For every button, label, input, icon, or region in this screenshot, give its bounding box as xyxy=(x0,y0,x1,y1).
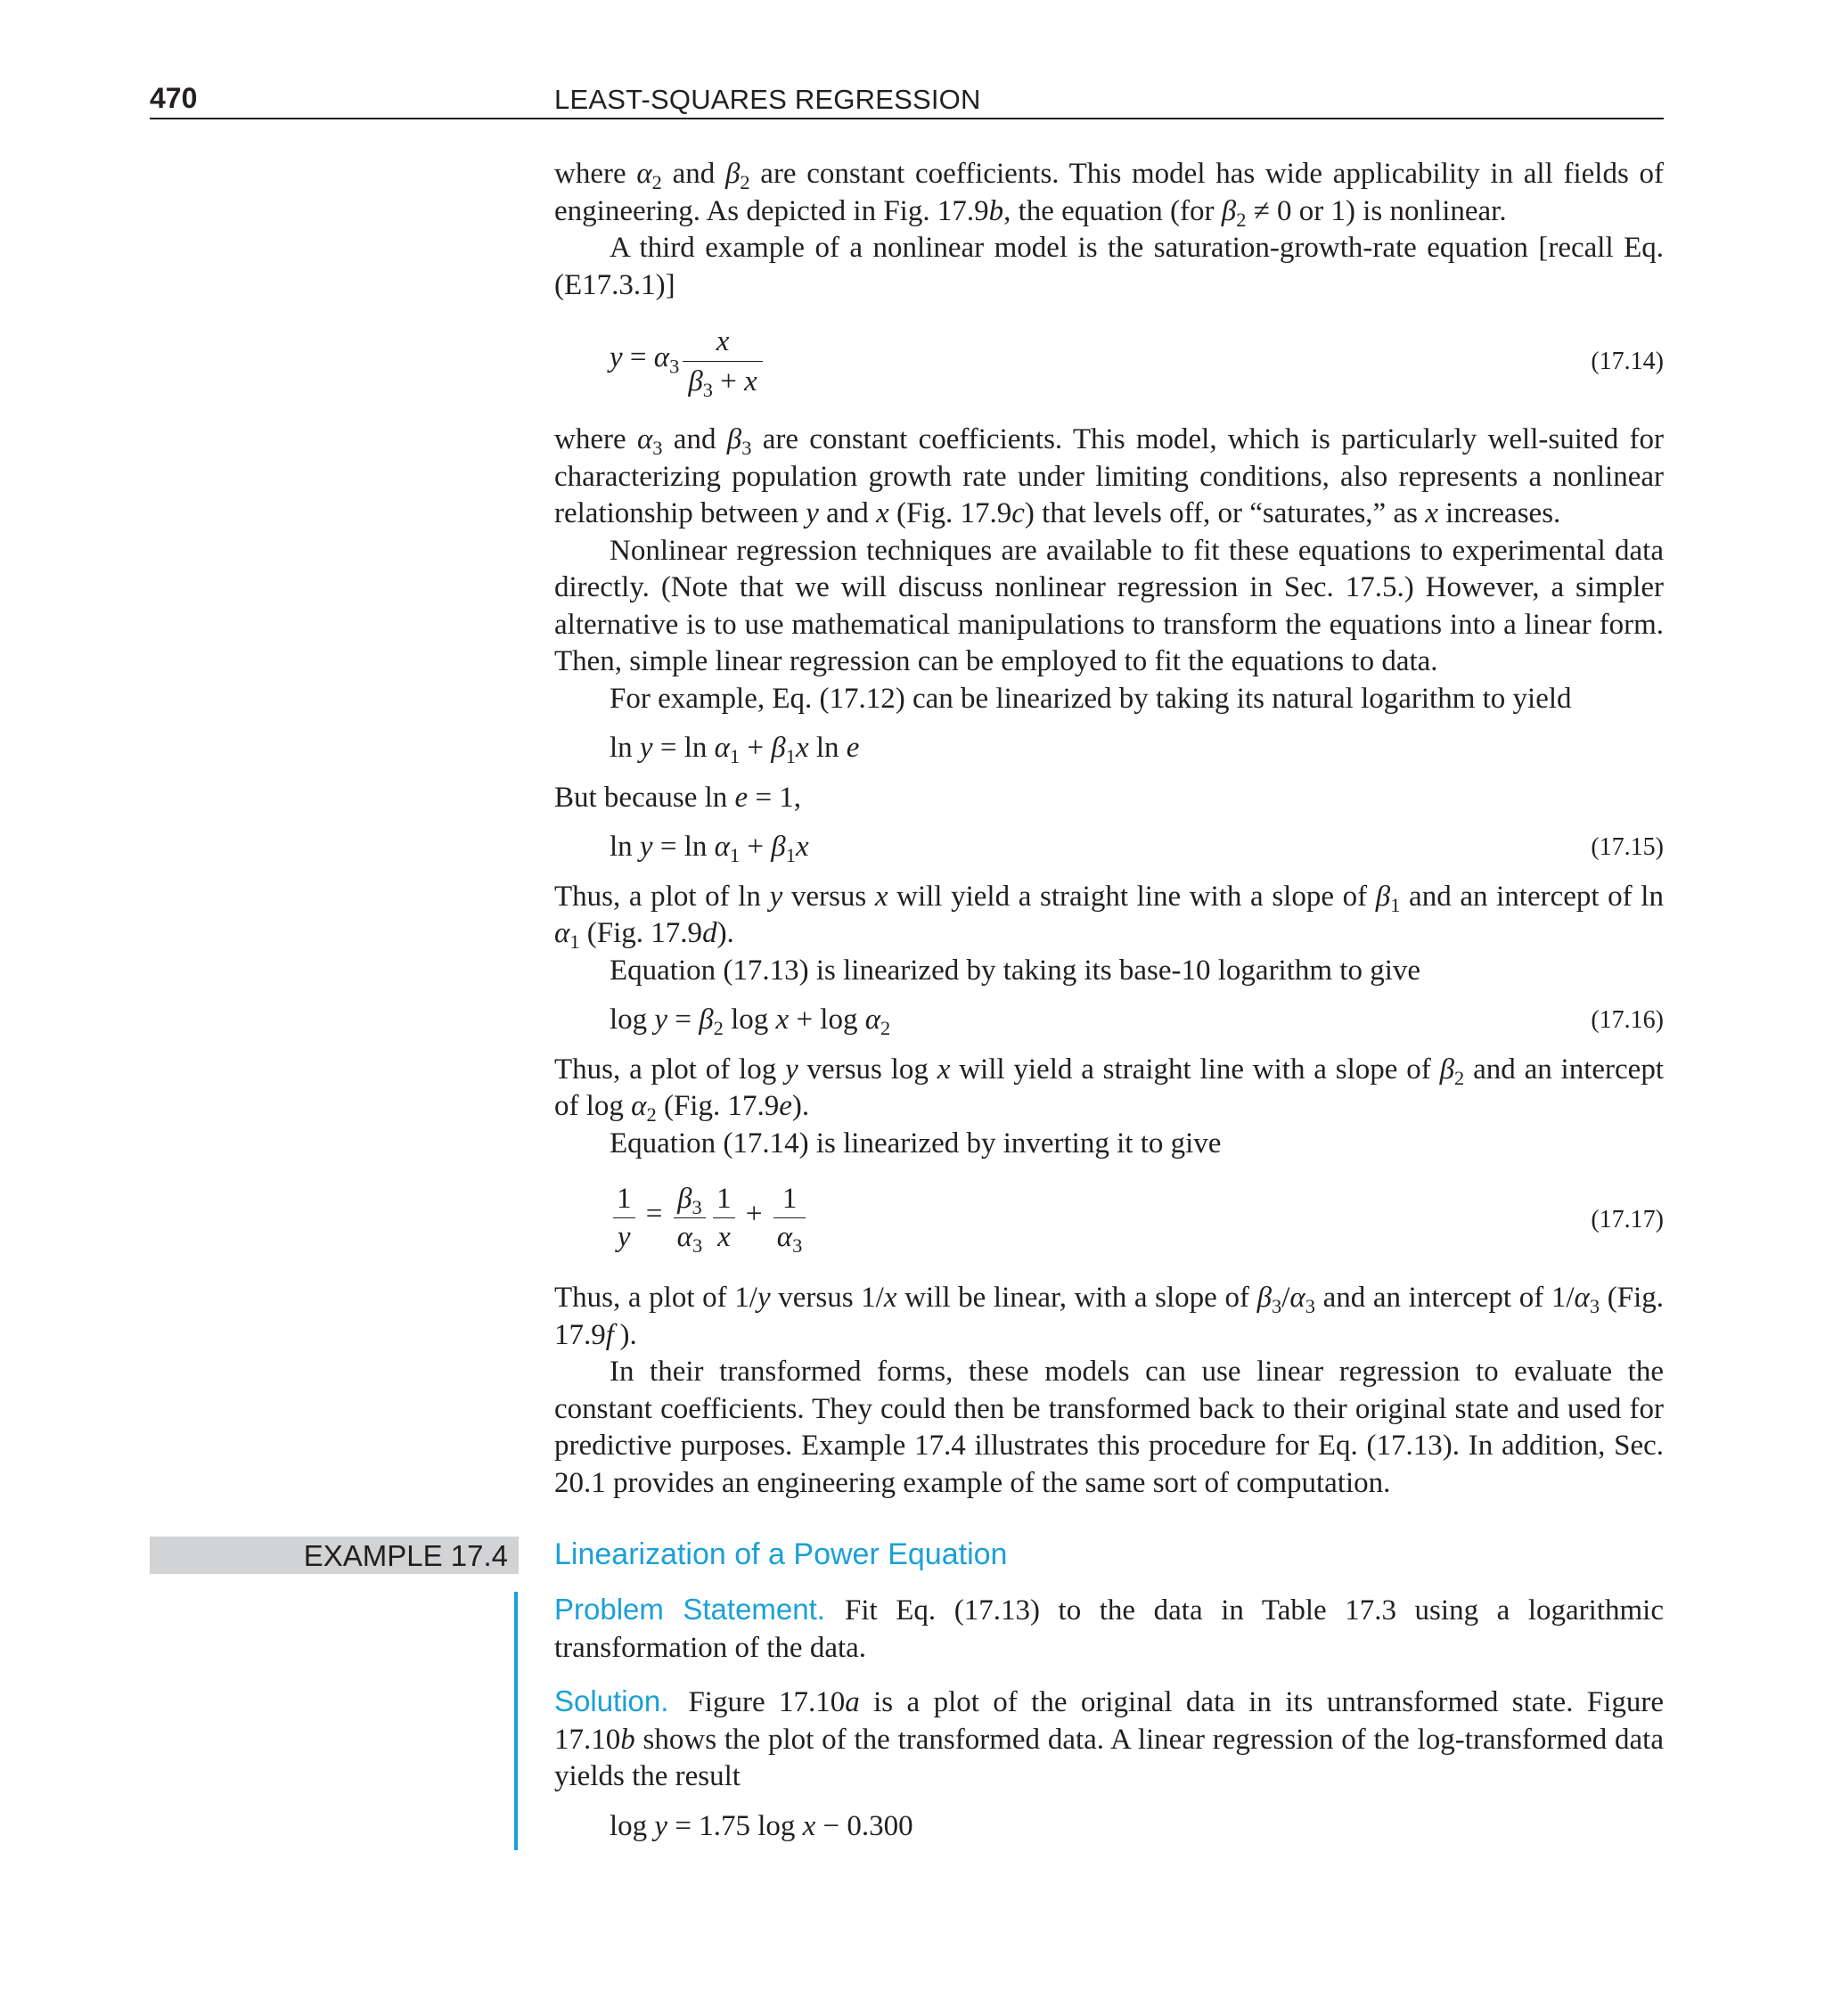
example-title: Linearization of a Power Equation xyxy=(554,1537,1008,1571)
equation-number: (17.17) xyxy=(1591,1206,1664,1233)
equation-number: (17.16) xyxy=(1591,1006,1664,1034)
problem-statement xyxy=(554,1591,1664,1667)
paragraph-third-example: A third example of a nonlinear model is the saturation-growth-rate equation [recall Eq. (E17.3.1)] xyxy=(554,232,1664,301)
equation-ln-form: $\ln y = \ln \alpha_1 + \beta_1x$ ln e xyxy=(610,732,860,768)
paragraph-but-because: But because ln e = 1, xyxy=(554,781,802,814)
equation-regression-result: log y = 1.75 log x − 0.300 xyxy=(610,1809,913,1842)
problem-text: Fit Eq. (17.13) to the data in Table 17.3 using a logarithmic transformation of the data. xyxy=(554,1594,1664,1664)
paragraph-ln-plot: Thus, a plot of ln y versus x will yield a straight line with a slope of $\beta_1$ and an intercept of $\ln \alpha_1$ (Fig. 17.9d). xyxy=(554,880,1664,954)
equation-17-17: $\frac{1}{y}$ = $\frac{\beta_3}{\alpha_3}$ $\frac{1}{x}$ + $\frac{1}{\alpha_3}$ (17.17) xyxy=(554,1175,1664,1267)
problem-heading: Problem Statement. xyxy=(554,1593,825,1626)
example-rule xyxy=(514,1592,518,1850)
running-head: LEAST-SQUARES REGRESSION xyxy=(554,84,981,115)
solution: Solution. Figure 17.10a is a plot of the original data in its untransformed state. Figure 17.10b shows the plot of the transformed data. A linear regression of the log-transformed data yields the result xyxy=(554,1684,1664,1792)
main-text xyxy=(554,156,1664,1502)
paragraph-eq-17-14-linearized: Equation (17.14) is linearized by inverting it to give xyxy=(610,1127,1222,1160)
page-number: 470 xyxy=(150,82,198,114)
paragraph-for-example: For example, Eq. (17.12) can be linearized by taking its natural logarithm to yield xyxy=(610,682,1572,715)
equation-17-15: $\ln y = \ln \alpha_1 + \beta_1x$ (17.15) xyxy=(610,831,1664,867)
example-label: EXAMPLE 17.4 xyxy=(303,1539,508,1572)
example-body xyxy=(554,1591,1664,1845)
equation-17-14: $y = \alpha_3$ $\frac{x}{\beta_3 + x}$ (17.14) xyxy=(554,316,1664,409)
paragraph-log-plot: Thus, a plot of log y versus log x will yield a straight line with a slope of $\beta_2$ and an intercept of $\log \alpha_2$ (Fig. 17.9e). xyxy=(554,1053,1664,1127)
paragraph-eq-17-13-linearized: Equation (17.13) is linearized by taking its base-10 logarithm to give xyxy=(610,954,1421,987)
paragraph-model-3-description: where $\alpha_3$ and $\beta_3$ are constant coefficients. This model, which is particularly well-suited for characterizing population growth rate under limiting conditions, also represents a nonlinear relationship between y and x (Fig. 17.9c) that levels off, or “saturates,” as x increases. xyxy=(554,423,1664,529)
header-rule xyxy=(150,118,1664,119)
equation-number: (17.14) xyxy=(1591,348,1664,375)
solution-heading: Solution. xyxy=(554,1684,669,1717)
paragraph-reciprocal-plot: Thus, a plot of 1/y versus 1/x will be linear, with a slope of $\beta_3/\alpha_3$ and an intercept of $1/\alpha_3$ (Fig. 17.9f ). xyxy=(554,1282,1664,1351)
paragraph-model-2-description: where $\alpha_2$ and $\beta_2$ are constant coefficients. This model has wide applicability in all fields of engineering. As depicted in Fig. 17.9b, the equation (for $\beta_2 \ne 0$ or 1) is nonlinear. xyxy=(554,158,1664,231)
paragraph-transformed-forms: In their transformed forms, these models can use linear regression to evaluate the constant coefficients. They could then be transformed back to their original state and used for predictive purposes. Example 17.4 illustrates this procedure for Eq. (17.13). In addition, Sec. 20.1 provides an engineering example of the same sort of computation. xyxy=(554,1356,1664,1499)
equation-number: (17.15) xyxy=(1591,833,1664,861)
paragraph-nonlinear-regression: Nonlinear regression techniques are available to fit these equations to experimental data directly. (Note that we will discuss nonlinear regression in Sec. 17.5.) However, a simpler alternative is to use mathematical manipulations to transform the equations into a linear form. Then, simple linear regression can be employed to fit the equations to data. xyxy=(554,534,1664,677)
equation-17-16: $\log y = \beta_2$ $\log x + \log \alpha_2$ (17.16) xyxy=(610,1004,1664,1040)
